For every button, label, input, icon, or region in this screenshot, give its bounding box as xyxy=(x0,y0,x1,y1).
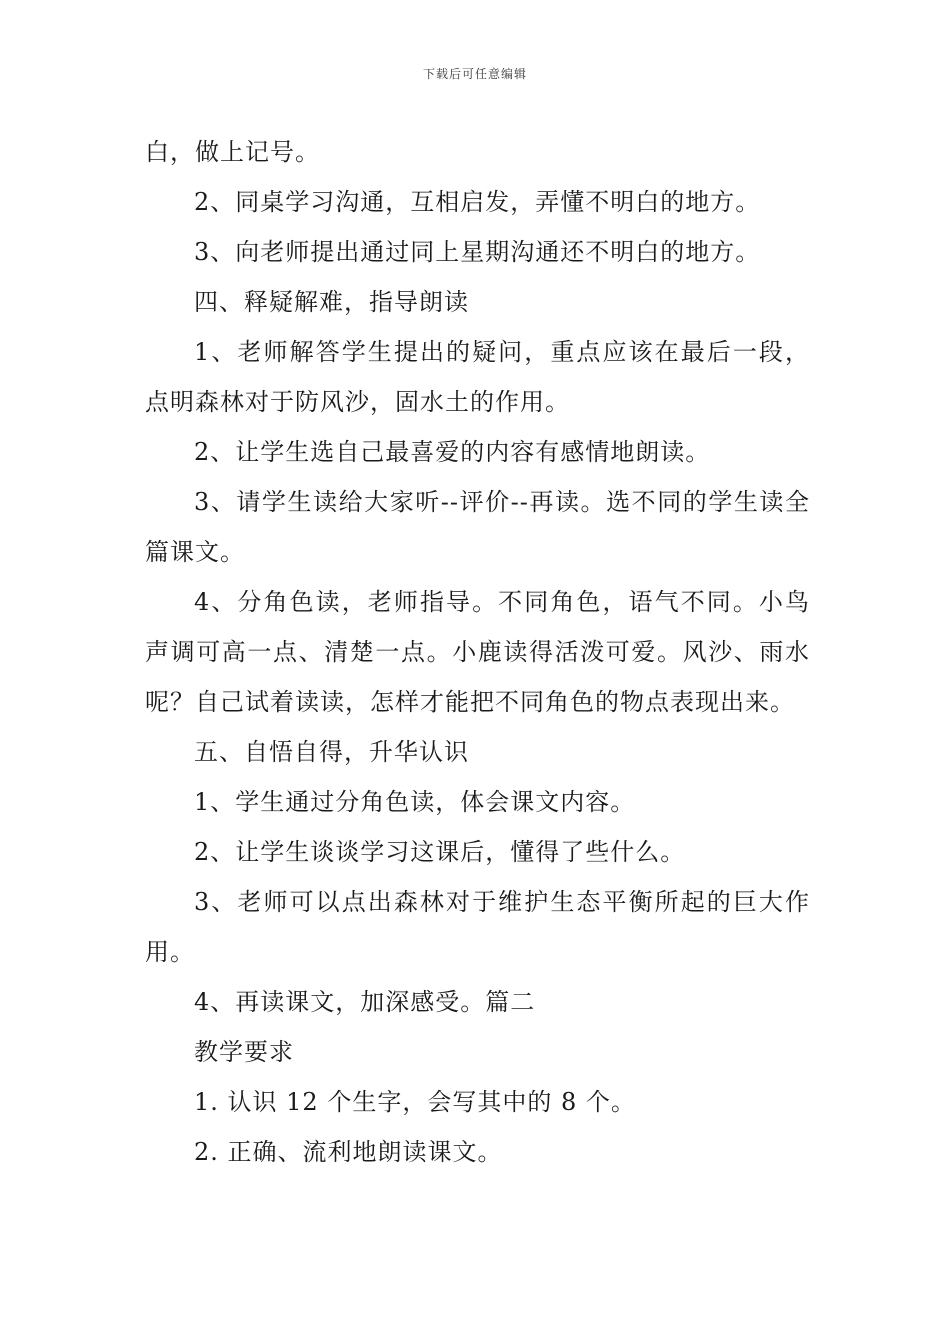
paragraph: 3、老师可以点出森林对于维护生态平衡所起的巨大作用。 xyxy=(145,888,810,966)
paragraph: 1. 认识 12 个生字，会写其中的 8 个。 xyxy=(194,1088,636,1116)
page-header-note: 下载后可任意编辑 xyxy=(422,67,527,81)
document-body xyxy=(145,127,810,1177)
paragraph: 1、老师解答学生提出的疑问，重点应该在最后一段，点明森林对于防风沙，固水土的作用。 xyxy=(145,338,810,416)
paragraph: 2. 正确、流利地朗读课文。 xyxy=(194,1138,503,1166)
paragraph: 3、请学生读给大家听--评价--再读。选不同的学生读全篇课文。 xyxy=(145,488,810,566)
paragraph: 3、向老师提出通过同上星期沟通还不明白的地方。 xyxy=(194,238,761,266)
paragraph: 2、让学生选自己最喜爱的内容有感情地朗读。 xyxy=(194,438,711,466)
section-heading: 四、释疑解难，指导朗读 xyxy=(194,288,469,316)
section-heading: 五、自悟自得，升华认识 xyxy=(194,738,469,766)
paragraph: 1、学生通过分角色读，体会课文内容。 xyxy=(194,788,636,816)
paragraph: 4、再读课文，加深感受。篇二 xyxy=(194,988,536,1016)
section-heading: 教学要求 xyxy=(194,1038,294,1066)
paragraph: 2、同桌学习沟通，互相启发，弄懂不明白的地方。 xyxy=(194,188,761,216)
paragraph: 4、分角色读，老师指导。不同角色，语气不同。小鸟声调可高一点、清楚一点。小鹿读得活泼可爱。风沙、雨水呢？自己试着读读，怎样才能把不同角色的物点表现出来。 xyxy=(145,588,810,716)
paragraph: 2、让学生谈谈学习这课后，懂得了些什么。 xyxy=(194,838,686,866)
paragraph: 白，做上记号。 xyxy=(145,138,320,166)
